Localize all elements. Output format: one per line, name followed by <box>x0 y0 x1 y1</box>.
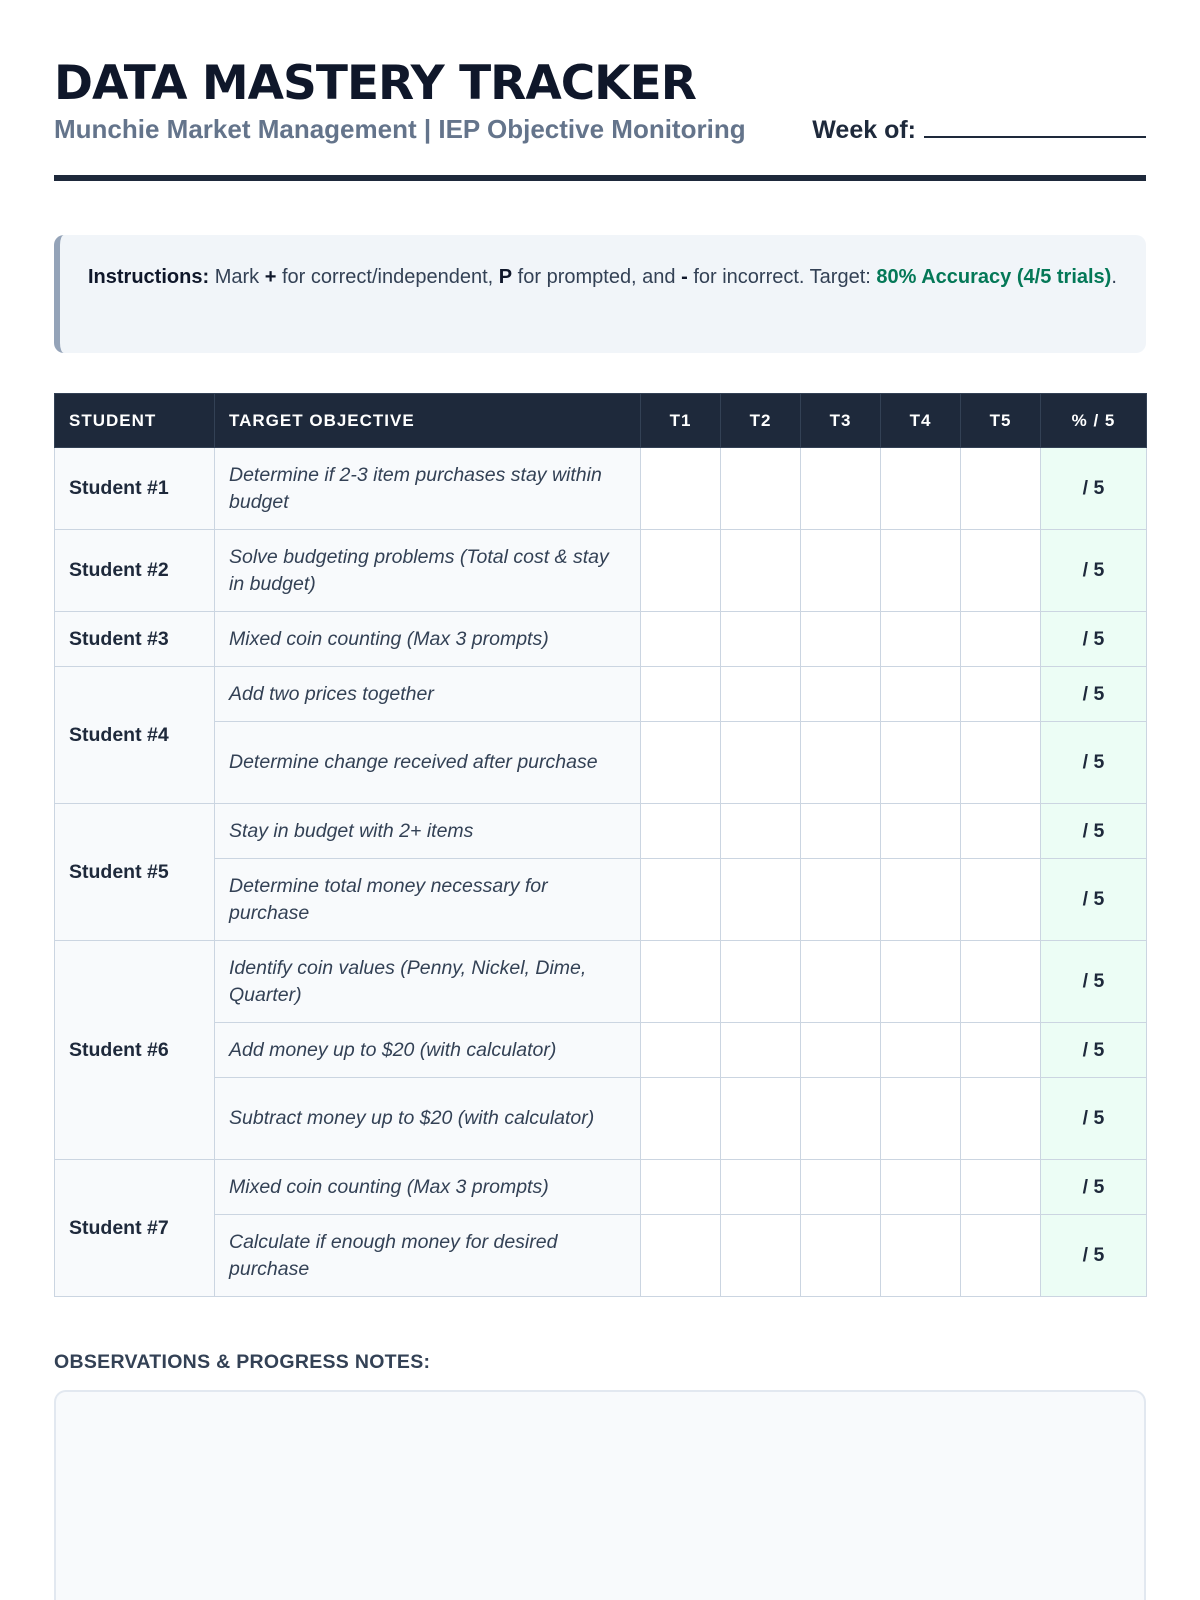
score-cell[interactable]: / 5 <box>1041 1160 1147 1215</box>
table-row <box>55 941 1147 1023</box>
trial-cell[interactable] <box>801 722 881 804</box>
week-label: Week of: <box>812 116 916 144</box>
trial-cell[interactable] <box>641 612 721 667</box>
header-divider <box>54 175 1146 181</box>
score-cell[interactable]: / 5 <box>1041 448 1147 530</box>
instructions-text: Mark <box>214 266 260 288</box>
trial-cell[interactable] <box>961 612 1041 667</box>
trial-cell[interactable] <box>881 1160 961 1215</box>
trial-cell[interactable] <box>641 804 721 859</box>
trial-cell[interactable] <box>801 448 881 530</box>
trial-cell[interactable] <box>881 722 961 804</box>
trial-cell[interactable] <box>641 448 721 530</box>
trial-cell[interactable] <box>881 941 961 1023</box>
objective-cell: Determine total money necessary for purchase <box>215 859 641 941</box>
subtitle: Munchie Market Management | IEP Objective Monitoring <box>54 114 746 144</box>
table-row <box>55 859 1147 941</box>
trial-cell[interactable] <box>721 941 801 1023</box>
table-row <box>55 612 1147 667</box>
student-name: Student #6 <box>55 941 215 1160</box>
trial-cell[interactable] <box>801 1023 881 1078</box>
trial-cell[interactable] <box>961 941 1041 1023</box>
trial-cell[interactable] <box>961 667 1041 722</box>
trial-cell[interactable] <box>721 612 801 667</box>
trial-cell[interactable] <box>881 612 961 667</box>
trial-cell[interactable] <box>641 859 721 941</box>
notes-label: OBSERVATIONS & PROGRESS NOTES: <box>54 1351 431 1373</box>
minus-symbol: - <box>681 266 688 288</box>
trial-cell[interactable] <box>961 859 1041 941</box>
trial-cell[interactable] <box>721 1160 801 1215</box>
table-row <box>55 1023 1147 1078</box>
trial-cell[interactable] <box>721 530 801 612</box>
table-row <box>55 530 1147 612</box>
trial-cell[interactable] <box>721 859 801 941</box>
trial-cell[interactable] <box>881 448 961 530</box>
trial-cell[interactable] <box>641 1023 721 1078</box>
header-t3: T3 <box>801 394 881 448</box>
instructions-end: . <box>1111 266 1117 288</box>
student-name: Student #3 <box>55 612 215 667</box>
trial-cell[interactable] <box>801 941 881 1023</box>
trial-cell[interactable] <box>881 1023 961 1078</box>
score-cell[interactable]: / 5 <box>1041 941 1147 1023</box>
score-cell[interactable]: / 5 <box>1041 667 1147 722</box>
trial-cell[interactable] <box>641 941 721 1023</box>
table-row <box>55 1160 1147 1215</box>
student-name: Student #5 <box>55 804 215 941</box>
trial-cell[interactable] <box>801 1160 881 1215</box>
trial-cell[interactable] <box>881 530 961 612</box>
trial-cell[interactable] <box>721 1023 801 1078</box>
objective-cell: Mixed coin counting (Max 3 prompts) <box>215 612 641 667</box>
header-t2: T2 <box>721 394 801 448</box>
score-cell[interactable]: / 5 <box>1041 612 1147 667</box>
student-name: Student #4 <box>55 667 215 804</box>
table-row <box>55 667 1147 722</box>
data-table <box>54 393 1147 1297</box>
week-of <box>812 116 1146 145</box>
trial-cell[interactable] <box>801 612 881 667</box>
trial-cell[interactable] <box>961 1023 1041 1078</box>
instructions-box <box>54 235 1146 353</box>
trial-cell[interactable] <box>721 804 801 859</box>
student-name: Student #2 <box>55 530 215 612</box>
page-title: DATA MASTERY TRACKER <box>54 56 696 111</box>
objective-cell: Add money up to $20 (with calculator) <box>215 1023 641 1078</box>
prompt-symbol: P <box>498 266 513 288</box>
trial-cell[interactable] <box>641 1078 721 1160</box>
trial-cell[interactable] <box>961 530 1041 612</box>
trial-cell[interactable] <box>641 530 721 612</box>
table-row <box>55 804 1147 859</box>
objective-cell: Solve budgeting problems (Total cost & stay in budget) <box>215 530 641 612</box>
instructions-text: for prompted, and <box>517 266 676 288</box>
trial-cell[interactable] <box>641 722 721 804</box>
plus-symbol: + <box>264 266 277 288</box>
trial-cell[interactable] <box>721 722 801 804</box>
trial-cell[interactable] <box>961 1215 1041 1297</box>
instructions-text: for incorrect. Target: <box>693 266 871 288</box>
subtitle-row <box>54 114 1146 145</box>
objective-cell: Identify coin values (Penny, Nickel, Dime, Quarter) <box>215 941 641 1023</box>
trial-cell[interactable] <box>641 667 721 722</box>
header-objective: TARGET OBJECTIVE <box>215 394 641 448</box>
trial-cell[interactable] <box>721 667 801 722</box>
notes-box[interactable] <box>54 1390 1146 1600</box>
table-row <box>55 1078 1147 1160</box>
trial-cell[interactable] <box>961 722 1041 804</box>
objective-cell: Mixed coin counting (Max 3 prompts) <box>215 1160 641 1215</box>
trial-cell[interactable] <box>961 1160 1041 1215</box>
trial-cell[interactable] <box>881 667 961 722</box>
trial-cell[interactable] <box>641 1215 721 1297</box>
header <box>54 0 1146 181</box>
trial-cell[interactable] <box>801 804 881 859</box>
instructions-text: for correct/independent, <box>281 266 494 288</box>
trial-cell[interactable] <box>881 1215 961 1297</box>
objective-cell: Determine if 2-3 item purchases stay within budget <box>215 448 641 530</box>
trial-cell[interactable] <box>801 667 881 722</box>
objective-cell: Calculate if enough money for desired purchase <box>215 1215 641 1297</box>
instructions-lead: Instructions: <box>88 266 210 288</box>
trial-cell[interactable] <box>801 1078 881 1160</box>
objective-cell: Add two prices together <box>215 667 641 722</box>
trial-cell[interactable] <box>641 1160 721 1215</box>
trial-cell[interactable] <box>961 448 1041 530</box>
trial-cell[interactable] <box>881 804 961 859</box>
student-name: Student #1 <box>55 448 215 530</box>
trial-cell[interactable] <box>801 1215 881 1297</box>
trial-cell[interactable] <box>801 859 881 941</box>
trial-cell[interactable] <box>721 448 801 530</box>
table-row <box>55 722 1147 804</box>
score-cell[interactable]: / 5 <box>1041 804 1147 859</box>
score-cell[interactable]: / 5 <box>1041 722 1147 804</box>
table-row <box>55 1215 1147 1297</box>
trial-cell[interactable] <box>801 530 881 612</box>
target-accuracy: 80% Accuracy (4/5 trials) <box>876 266 1112 288</box>
trial-cell[interactable] <box>961 1078 1041 1160</box>
header-score: % / 5 <box>1041 394 1147 448</box>
header-student: STUDENT <box>55 394 215 448</box>
trial-cell[interactable] <box>881 859 961 941</box>
week-blank-line[interactable] <box>924 118 1146 138</box>
table-header-row <box>55 394 1147 448</box>
objective-cell: Subtract money up to $20 (with calculator) <box>215 1078 641 1160</box>
trial-cell[interactable] <box>961 804 1041 859</box>
trial-cell[interactable] <box>721 1078 801 1160</box>
header-t5: T5 <box>961 394 1041 448</box>
objective-cell: Stay in budget with 2+ items <box>215 804 641 859</box>
score-cell[interactable]: / 5 <box>1041 1023 1147 1078</box>
trial-cell[interactable] <box>721 1215 801 1297</box>
score-cell[interactable]: / 5 <box>1041 1078 1147 1160</box>
trial-cell[interactable] <box>881 1078 961 1160</box>
header-t4: T4 <box>881 394 961 448</box>
objective-cell: Determine change received after purchase <box>215 722 641 804</box>
header-t1: T1 <box>641 394 721 448</box>
student-name: Student #7 <box>55 1160 215 1297</box>
score-cell[interactable]: / 5 <box>1041 530 1147 612</box>
table-row <box>55 448 1147 530</box>
score-cell[interactable]: / 5 <box>1041 1215 1147 1297</box>
score-cell[interactable]: / 5 <box>1041 859 1147 941</box>
